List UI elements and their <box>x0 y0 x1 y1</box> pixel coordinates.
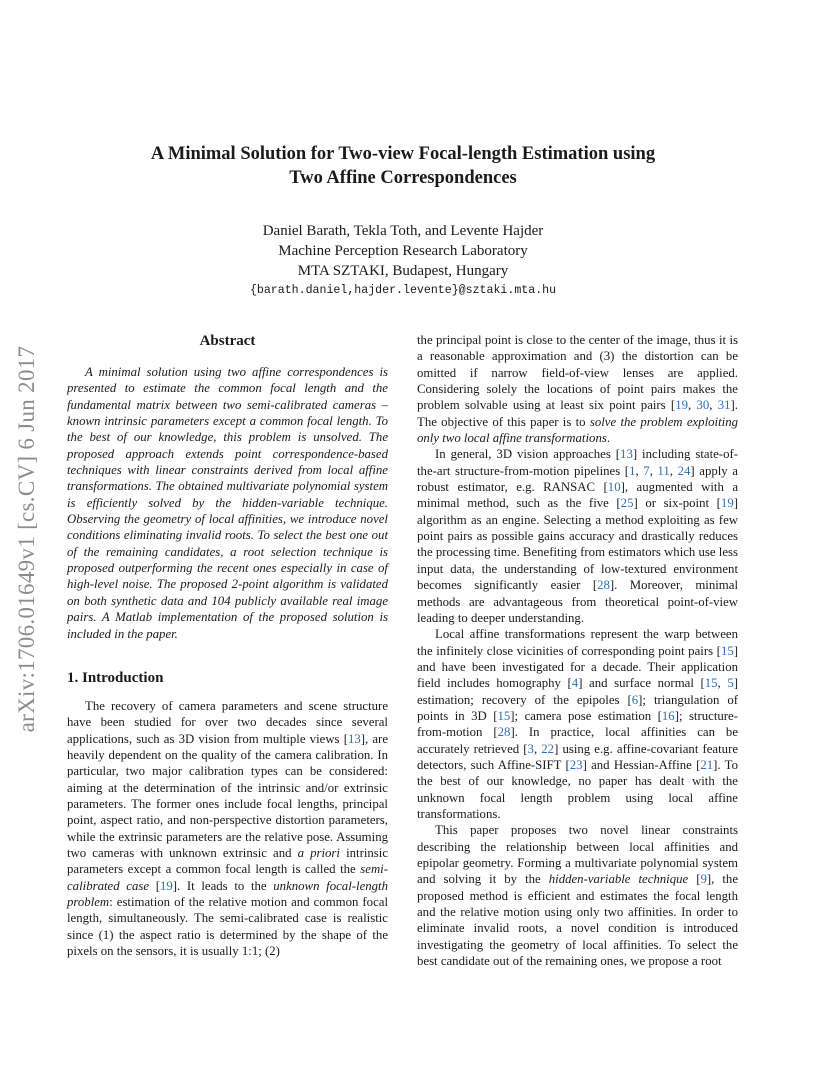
citation-link[interactable]: 19 <box>159 878 173 893</box>
author-block <box>0 221 806 301</box>
intro-paragraph-4: This paper proposes two novel linear constraints describing the relationship between local affinities and epipolar geometry. Forming a multivariate polynomial system and solving it by the hidden-variable technique [9], the proposed method is efficient and estimates the focal length and the relative motion using only two affinities. In order to eliminate invalid roots, a novel condition is introduced investigating the geometry of local affinities. To select the best candidate out of the remaining ones, we propose a root <box>417 823 739 969</box>
citation-link[interactable]: 15 <box>704 676 718 691</box>
emphasis-text: solve the problem exploiting only two local affine transformations <box>417 414 738 446</box>
citation-link[interactable]: 7 <box>643 463 650 478</box>
citation-link[interactable]: 9 <box>700 872 707 887</box>
affiliation-institute: MTA SZTAKI, Budapest, Hungary <box>297 263 509 279</box>
citation-link[interactable]: 15 <box>497 708 511 723</box>
emphasis-text: unknown focal-length problem <box>67 878 388 909</box>
citation-link[interactable]: 11 <box>657 463 670 478</box>
intro-paragraph-continued: the principal point is close to the center of the image, thus it is a reasonable approximation and (3) the distortion can be omitted if narrow field-of-view lenses are applied. Considering solely the locations of point pairs makes the problem solvable using at least six point pairs [19, 30, 31]. The objective of this paper is to solve the problem exploiting only two local affine transformations. <box>417 333 738 446</box>
citation-link[interactable]: 22 <box>541 741 555 756</box>
citation-link[interactable]: 19 <box>720 496 734 511</box>
paper-title <box>0 142 806 190</box>
citation-link[interactable]: 5 <box>727 676 734 691</box>
section-heading-introduction: 1. Introduction <box>67 669 164 686</box>
right-column <box>417 332 738 969</box>
citation-link[interactable]: 23 <box>569 757 583 772</box>
citation-link[interactable]: 31 <box>717 398 731 413</box>
emphasis-text: hidden-variable technique <box>548 872 689 887</box>
arxiv-identifier: arXiv:1706.01649v1 [cs.CV] 6 Jun 2017 <box>14 345 39 733</box>
citation-link[interactable]: 10 <box>607 480 621 495</box>
intro-paragraph-3: Local affine transformations represent the warp between the infinitely close vicinities of corresponding point pairs [15] and have been investigated for a decade. Their application field includes homography [4] and surface normal [15, 5] estimation; recovery of the epipoles [6]; triangulation of points in 3D [15]; camera pose estimation [16]; structure-from-motion [28]. In practice, local affinities can be accurately retrieved [3, 22] using e.g. affine-covariant feature detectors, such Affine-SIFT [23] and Hessian-Affine [21]. To the best of our knowledge, no paper has dealt with the unknown focal length problem using local affine transformations. <box>417 627 739 821</box>
title-line-1: A Minimal Solution for Two-view Focal-length Estimation using <box>150 144 656 164</box>
citation-link[interactable]: 13 <box>620 447 633 462</box>
intro-paragraph-2: In general, 3D vision approaches [13] including state-of-the-art structure-from-motion pipelines [1, 7, 11, 24] apply a robust estimator, e.g. RANSAC [10], augmented with a minimal method, such as the five [25] or six-point [19] algorithm as an engine. Selecting a method exploiting as few point pairs as possible gains accuracy and drastically reduces the processing time. Benefiting from estimators which use less input data, the understanding of low-textured environment becomes significantly easier [28]. Moreover, minimal methods are advantageous from theoretical point-of-view leading to deeper understanding. <box>417 447 739 625</box>
citation-link[interactable]: 30 <box>696 398 710 413</box>
citation-link[interactable]: 1 <box>629 463 636 478</box>
intro-paragraph-1: The recovery of camera parameters and scene structure have been studied for over two decades since several applications, such as 3D vision from multiple views [13], are heavily dependent on the quality of the camera calibration. In particular, two major calibration types can be considered: aiming at the determination of the intrinsic and/or extrinsic parameters. The former ones include focal lengths, principal point, aspect ratio, and non-perspective distortion parameters, while the extrinsic parameters are the relative pose. Assuming two cameras with unknown extrinsic and a priori intrinsic parameters except a common focal length is called the semi-calibrated case [19]. It leads to the unknown focal-length problem: estimation of the relative motion and common focal length, simultaneously. The semi-calibrated case is realistic since (1) the aspect ratio is determined by the shape of the pixels on the sensors, it is usually 1:1; (2) <box>67 698 389 958</box>
emphasis-text: a priori <box>297 845 340 860</box>
citation-link[interactable]: 24 <box>677 463 691 478</box>
abstract-heading: Abstract <box>199 333 256 349</box>
citation-link[interactable]: 15 <box>720 643 734 658</box>
emphasis-text: semi-calibrated case <box>67 862 388 893</box>
citation-link[interactable]: 16 <box>661 708 675 723</box>
citation-link[interactable]: 4 <box>571 676 579 691</box>
left-column <box>67 332 388 959</box>
citation-link[interactable]: 6 <box>631 692 639 707</box>
title-line-2: Two Affine Correspondences <box>289 168 517 188</box>
citation-link[interactable]: 21 <box>700 757 714 772</box>
author-email: {barath.daniel,hajder.levente}@sztaki.mta.hu <box>249 284 557 297</box>
affiliation-lab: Machine Perception Research Laboratory <box>278 243 528 259</box>
citation-link[interactable]: 25 <box>620 496 634 511</box>
citation-link[interactable]: 28 <box>497 725 511 740</box>
abstract-text: A minimal solution using two affine correspondences is presented to estimate the common focal length and the fundamental matrix between two semi-calibrated cameras – known intrinsic parameters except a common focal length. To the best of our knowledge, this problem is unsolved. The proposed approach extends point correspondence-based techniques with linear constraints derived from local affine transformations. The obtained multivariate polynomial system is efficiently solved by the hidden-variable technique. Observing the geometry of local affinities, we introduce novel conditions eliminating invalid roots. To select the best one out of the remaining candidates, a root selection technique is proposed outperforming the recent ones especially in case of high-level noise. The proposed 2-point algorithm is validated on both synthetic data and 104 publicly available real image pairs. A Matlab implementation of the proposed solution is included in the paper. <box>67 365 388 641</box>
author-names: Daniel Barath, Tekla Toth, and Levente Hajder <box>262 223 544 239</box>
citation-link[interactable]: 3 <box>527 741 534 756</box>
citation-link[interactable]: 13 <box>347 731 361 746</box>
citation-link[interactable]: 19 <box>675 398 688 413</box>
citation-link[interactable]: 28 <box>597 578 610 593</box>
